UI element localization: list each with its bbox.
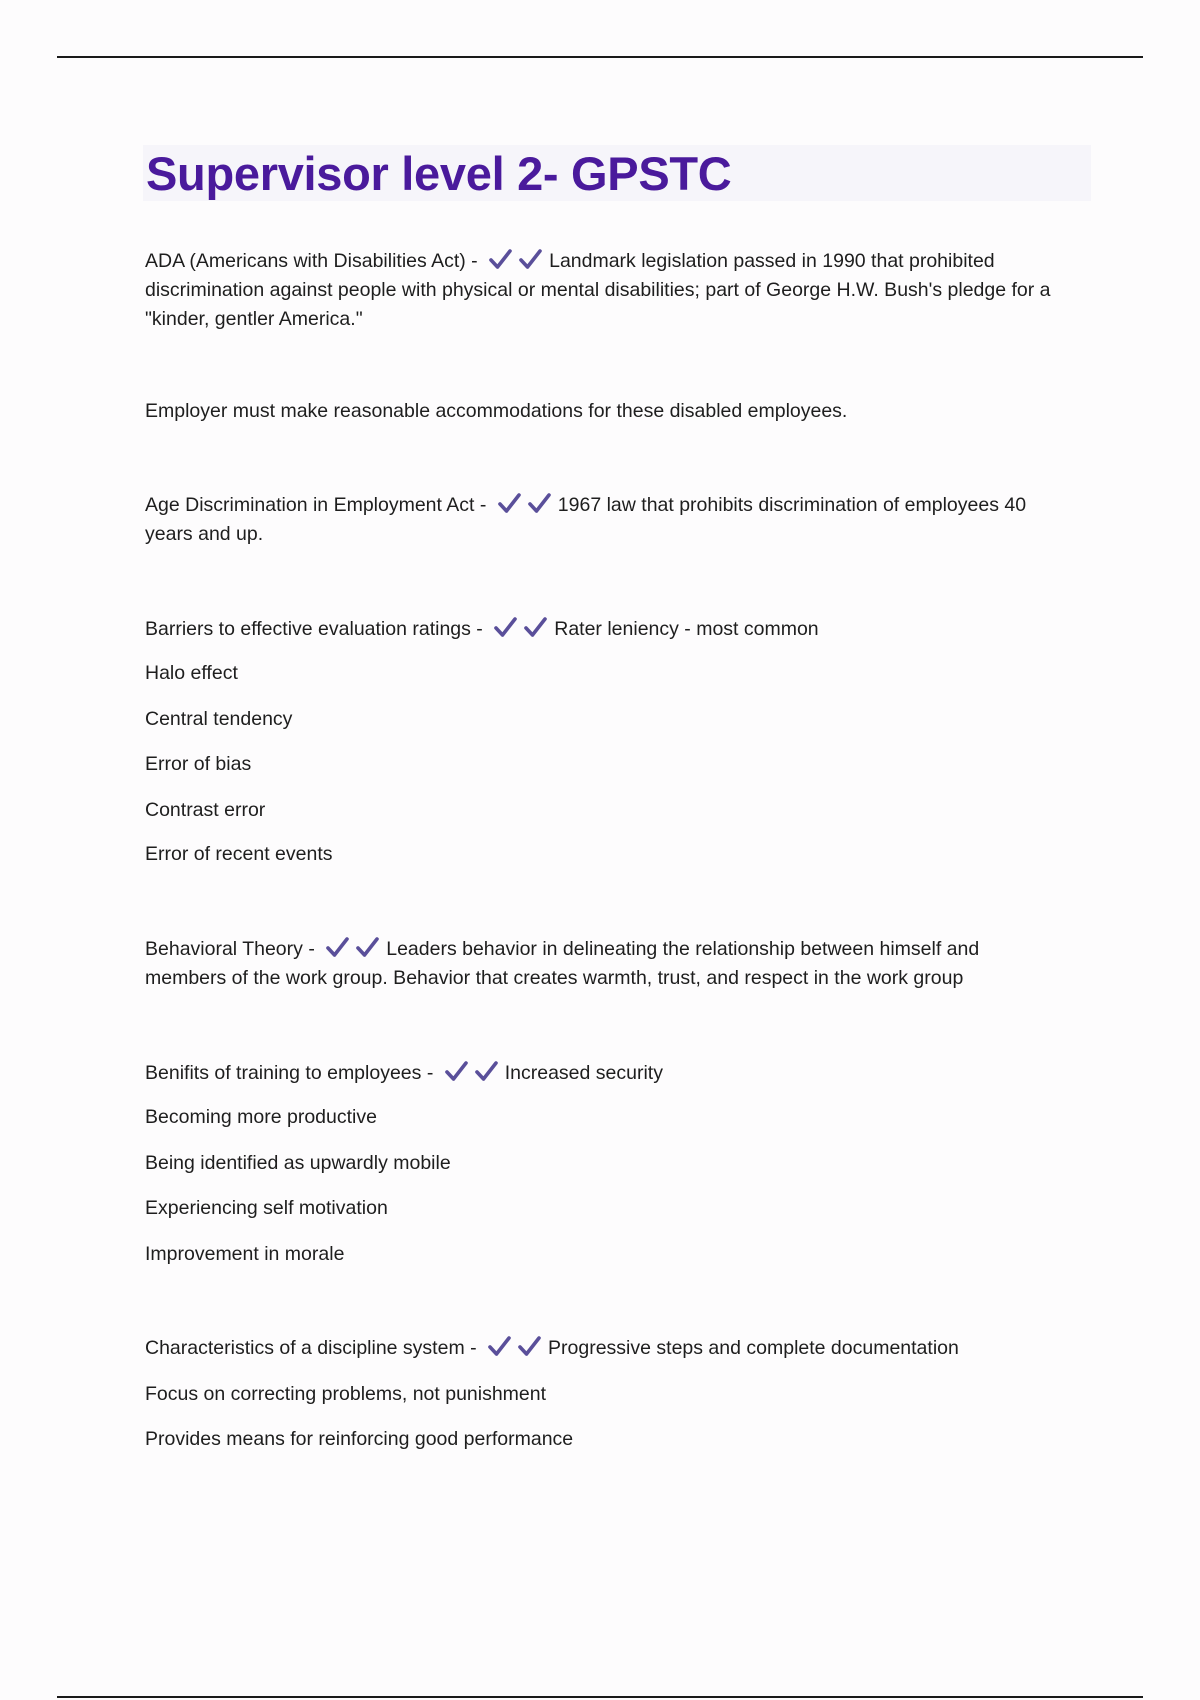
check-mark-icon xyxy=(488,1335,511,1357)
check-mark-icon xyxy=(519,248,542,270)
entry-discipline-system xyxy=(145,1334,1095,1362)
check-mark-icon xyxy=(528,492,551,514)
entry-answer-continued: discrimination against people with physical or mental disabilities; part of George H.W. Bush's pledge for a xyxy=(145,279,1051,301)
page-title: Supervisor level 2- GPSTC xyxy=(146,147,732,200)
answer-checks xyxy=(326,935,386,963)
entry-extra-line: Focus on correcting problems, not punishment xyxy=(145,1383,547,1405)
entry-extra-line: Improvement in morale xyxy=(145,1243,345,1265)
entry-answer: Increased security xyxy=(504,1062,663,1084)
entry-answer: Rater leniency - most common xyxy=(554,618,819,640)
entry-ada xyxy=(145,247,1095,275)
entry-term: Barriers to effective evaluation ratings - xyxy=(145,618,483,640)
entry-extra-line: Error of recent events xyxy=(145,843,333,865)
entry-answer: Leaders behavior in delineating the relationship between himself and xyxy=(386,938,980,960)
entry-term: ADA (Americans with Disabilities Act) - xyxy=(145,250,478,272)
check-mark-icon xyxy=(356,936,379,958)
check-mark-icon xyxy=(498,492,521,514)
entry-extra-line: Becoming more productive xyxy=(145,1106,377,1128)
entry-extra-line: Experiencing self motivation xyxy=(145,1197,388,1219)
entry-age-discrimination xyxy=(145,491,1095,519)
entry-training-benefits xyxy=(145,1059,1095,1087)
answer-checks xyxy=(445,1059,505,1087)
entry-behavioral-theory xyxy=(145,935,1095,963)
header-rule xyxy=(57,56,1143,58)
answer-checks xyxy=(494,615,554,643)
entry-extra-line: Contrast error xyxy=(145,799,266,821)
entry-extra-line: Central tendency xyxy=(145,708,293,730)
entry-answer: 1967 law that prohibits discrimination of employees 40 xyxy=(557,494,1027,516)
entry-extra-line: Provides means for reinforcing good performance xyxy=(145,1428,574,1450)
entry-extra-line: Being identified as upwardly mobile xyxy=(145,1152,451,1174)
entry-term: Behavioral Theory - xyxy=(145,938,315,960)
entry-extra-line: Error of bias xyxy=(145,753,252,775)
check-mark-icon xyxy=(494,616,517,638)
check-mark-icon xyxy=(445,1060,468,1082)
entry-answer-continued: "kinder, gentler America." xyxy=(145,308,363,330)
answer-checks xyxy=(488,1334,548,1362)
check-mark-icon xyxy=(475,1060,498,1082)
entry-term: Characteristics of a discipline system - xyxy=(145,1337,477,1359)
entry-answer: Progressive steps and complete documentation xyxy=(548,1337,959,1359)
check-mark-icon xyxy=(518,1335,541,1357)
entry-answer: Landmark legislation passed in 1990 that prohibited xyxy=(549,250,995,272)
check-mark-icon xyxy=(489,248,512,270)
entry-answer-continued: members of the work group. Behavior that creates warmth, trust, and respect in the work group xyxy=(145,967,964,989)
answer-checks xyxy=(498,491,558,519)
entry-extra-line: Employer must make reasonable accommodations for these disabled employees. xyxy=(145,400,848,422)
entry-term: Age Discrimination in Employment Act - xyxy=(145,494,487,516)
answer-checks xyxy=(489,247,549,275)
entry-term: Benifits of training to employees - xyxy=(145,1062,434,1084)
check-mark-icon xyxy=(524,616,547,638)
entry-answer-continued: years and up. xyxy=(145,523,264,545)
footer-rule xyxy=(57,1696,1143,1698)
check-mark-icon xyxy=(326,936,349,958)
entry-barriers xyxy=(145,615,1095,643)
entry-extra-line: Halo effect xyxy=(145,662,238,684)
